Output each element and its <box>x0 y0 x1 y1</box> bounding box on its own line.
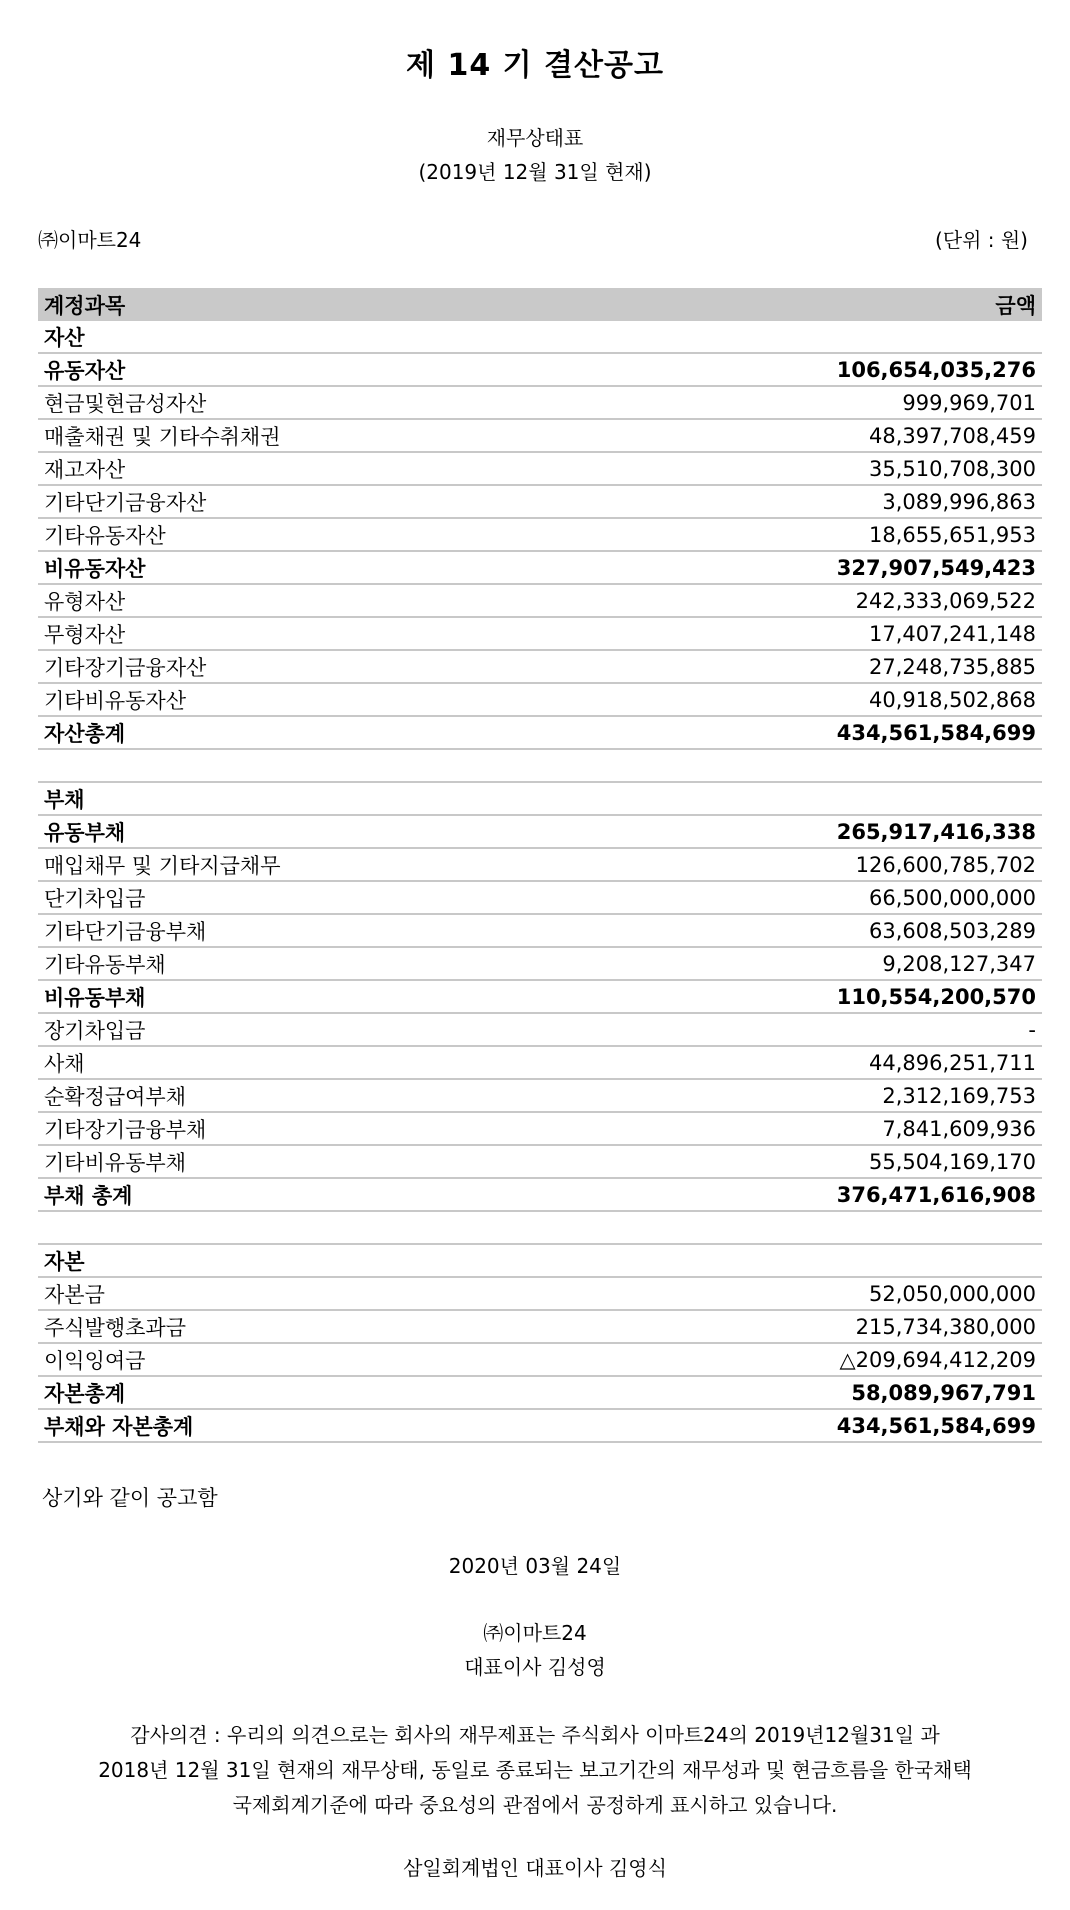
account-name: 현금및현금성자산 <box>38 386 581 419</box>
account-name: 부채와 자본총계 <box>38 1409 581 1442</box>
account-amount: 55,504,169,170 <box>581 1145 1042 1178</box>
account-name: 순확정급여부채 <box>38 1079 581 1112</box>
account-name: 자본 <box>38 1244 581 1277</box>
table-row <box>38 551 1042 584</box>
table-row <box>38 815 1042 848</box>
account-name: 자본총계 <box>38 1376 581 1409</box>
account-amount: 18,655,651,953 <box>581 518 1042 551</box>
audit-opinion-line: 국제회계기준에 따라 중요성의 관점에서 공정하게 표시하고 있습니다. <box>232 1793 838 1817</box>
spacer-row <box>38 749 1042 782</box>
account-name: 비유동부채 <box>38 980 581 1013</box>
table-row <box>38 881 1042 914</box>
company-unit-row <box>38 224 1028 253</box>
table-row <box>38 518 1042 551</box>
table-row <box>38 1145 1042 1178</box>
statement-name: 재무상태표 <box>486 126 584 150</box>
table-row <box>38 419 1042 452</box>
account-name: 사채 <box>38 1046 581 1079</box>
audit-opinion-line: 감사의견 : 우리의 의견으로는 회사의 재무제표는 주식회사 이마트24의 2019년12월31일 과 <box>130 1723 940 1747</box>
account-name: 기타장기금융자산 <box>38 650 581 683</box>
account-amount <box>581 749 1042 782</box>
account-name: 기타비유동자산 <box>38 683 581 716</box>
account-name: 단기차입금 <box>38 881 581 914</box>
account-amount: 35,510,708,300 <box>581 452 1042 485</box>
account-amount: 3,089,996,863 <box>581 485 1042 518</box>
account-amount: 327,907,549,423 <box>581 551 1042 584</box>
account-name <box>38 749 581 782</box>
account-amount: 434,561,584,699 <box>581 1409 1042 1442</box>
account-name: 무형자산 <box>38 617 581 650</box>
table-row <box>38 1310 1042 1343</box>
account-amount <box>581 782 1042 815</box>
account-name: 매입채무 및 기타지급채무 <box>38 848 581 881</box>
account-amount: 40,918,502,868 <box>581 683 1042 716</box>
account-name: 장기차입금 <box>38 1013 581 1046</box>
account-amount: 9,208,127,347 <box>581 947 1042 980</box>
table-row <box>38 1343 1042 1376</box>
statement-date: (2019년 12월 31일 현재) <box>418 160 652 184</box>
account-amount: 265,917,416,338 <box>581 815 1042 848</box>
account-amount: 48,397,708,459 <box>581 419 1042 452</box>
table-row <box>38 1409 1042 1442</box>
table-row <box>38 584 1042 617</box>
table-row <box>38 1112 1042 1145</box>
account-amount: 242,333,069,522 <box>581 584 1042 617</box>
account-amount: 66,500,000,000 <box>581 881 1042 914</box>
table-row <box>38 386 1042 419</box>
account-name: 유동부채 <box>38 815 581 848</box>
account-name: 주식발행초과금 <box>38 1310 581 1343</box>
account-amount: 376,471,616,908 <box>581 1178 1042 1211</box>
table-row <box>38 716 1042 749</box>
account-amount: 434,561,584,699 <box>581 716 1042 749</box>
table-row <box>38 1013 1042 1046</box>
account-name: 부채 <box>38 782 581 815</box>
account-name: 매출채권 및 기타수취채권 <box>38 419 581 452</box>
account-name: 기타비유동부채 <box>38 1145 581 1178</box>
table-row <box>38 980 1042 1013</box>
account-name: 자본금 <box>38 1277 581 1310</box>
table-row <box>38 1244 1042 1277</box>
account-amount: 215,734,380,000 <box>581 1310 1042 1343</box>
audit-opinion-line: 2018년 12월 31일 현재의 재무상태, 동일로 종료되는 보고기간의 재무성과 및 현금흐름을 한국채택 <box>98 1758 972 1782</box>
table-row <box>38 617 1042 650</box>
account-name: 부채 총계 <box>38 1178 581 1211</box>
account-amount: 999,969,701 <box>581 386 1042 419</box>
account-name: 유형자산 <box>38 584 581 617</box>
account-amount: 27,248,735,885 <box>581 650 1042 683</box>
closing-statement: 상기와 같이 공고함 <box>42 1486 218 1510</box>
audit-opinion <box>40 1718 1030 1823</box>
account-amount <box>581 1211 1042 1244</box>
account-name <box>38 1211 581 1244</box>
table-row <box>38 848 1042 881</box>
table-row <box>38 683 1042 716</box>
account-name: 기타유동자산 <box>38 518 581 551</box>
table-row <box>38 485 1042 518</box>
table-row <box>38 650 1042 683</box>
column-header-amount: 금액 <box>581 288 1042 321</box>
account-amount: 2,312,169,753 <box>581 1079 1042 1112</box>
unit-label: (단위 : 원) <box>934 228 1028 252</box>
balance-sheet-table <box>38 288 1042 1443</box>
account-name: 이익잉여금 <box>38 1343 581 1376</box>
account-amount: 7,841,609,936 <box>581 1112 1042 1145</box>
account-name: 자산총계 <box>38 716 581 749</box>
account-name: 자산 <box>38 321 581 353</box>
table-header-row <box>38 288 1042 321</box>
account-name: 기타유동부채 <box>38 947 581 980</box>
table-row <box>38 321 1042 353</box>
account-amount: 17,407,241,148 <box>581 617 1042 650</box>
table-row <box>38 947 1042 980</box>
account-amount: 110,554,200,570 <box>581 980 1042 1013</box>
account-amount: 106,654,035,276 <box>581 353 1042 386</box>
table-row <box>38 1046 1042 1079</box>
account-name: 비유동자산 <box>38 551 581 584</box>
account-name: 기타단기금융자산 <box>38 485 581 518</box>
notice-title: 제 14 기 결산공고 <box>406 48 664 83</box>
table-row <box>38 452 1042 485</box>
account-name: 유동자산 <box>38 353 581 386</box>
spacer-row <box>38 1211 1042 1244</box>
table-row <box>38 782 1042 815</box>
account-amount <box>581 321 1042 353</box>
account-amount <box>581 1244 1042 1277</box>
table-row <box>38 1277 1042 1310</box>
account-amount: 58,089,967,791 <box>581 1376 1042 1409</box>
account-amount: 63,608,503,289 <box>581 914 1042 947</box>
signing-company: ㈜이마트24 <box>483 1621 587 1645</box>
company-name: ㈜이마트24 <box>38 228 142 252</box>
auditor-signature: 삼일회계법인 대표이사 김영식 <box>403 1856 667 1880</box>
account-amount: △209,694,412,209 <box>581 1343 1042 1376</box>
account-name: 기타장기금융부채 <box>38 1112 581 1145</box>
column-header-account: 계정과목 <box>38 288 581 321</box>
account-amount: 126,600,785,702 <box>581 848 1042 881</box>
account-name: 재고자산 <box>38 452 581 485</box>
ceo-signature: 대표이사 김성영 <box>464 1655 606 1679</box>
table-row <box>38 353 1042 386</box>
account-name: 기타단기금융부채 <box>38 914 581 947</box>
account-amount: 44,896,251,711 <box>581 1046 1042 1079</box>
account-amount: 52,050,000,000 <box>581 1277 1042 1310</box>
table-row <box>38 1376 1042 1409</box>
notice-date: 2020년 03월 24일 <box>448 1554 622 1578</box>
account-amount: - <box>581 1013 1042 1046</box>
table-row <box>38 1178 1042 1211</box>
table-row <box>38 1079 1042 1112</box>
table-row <box>38 914 1042 947</box>
